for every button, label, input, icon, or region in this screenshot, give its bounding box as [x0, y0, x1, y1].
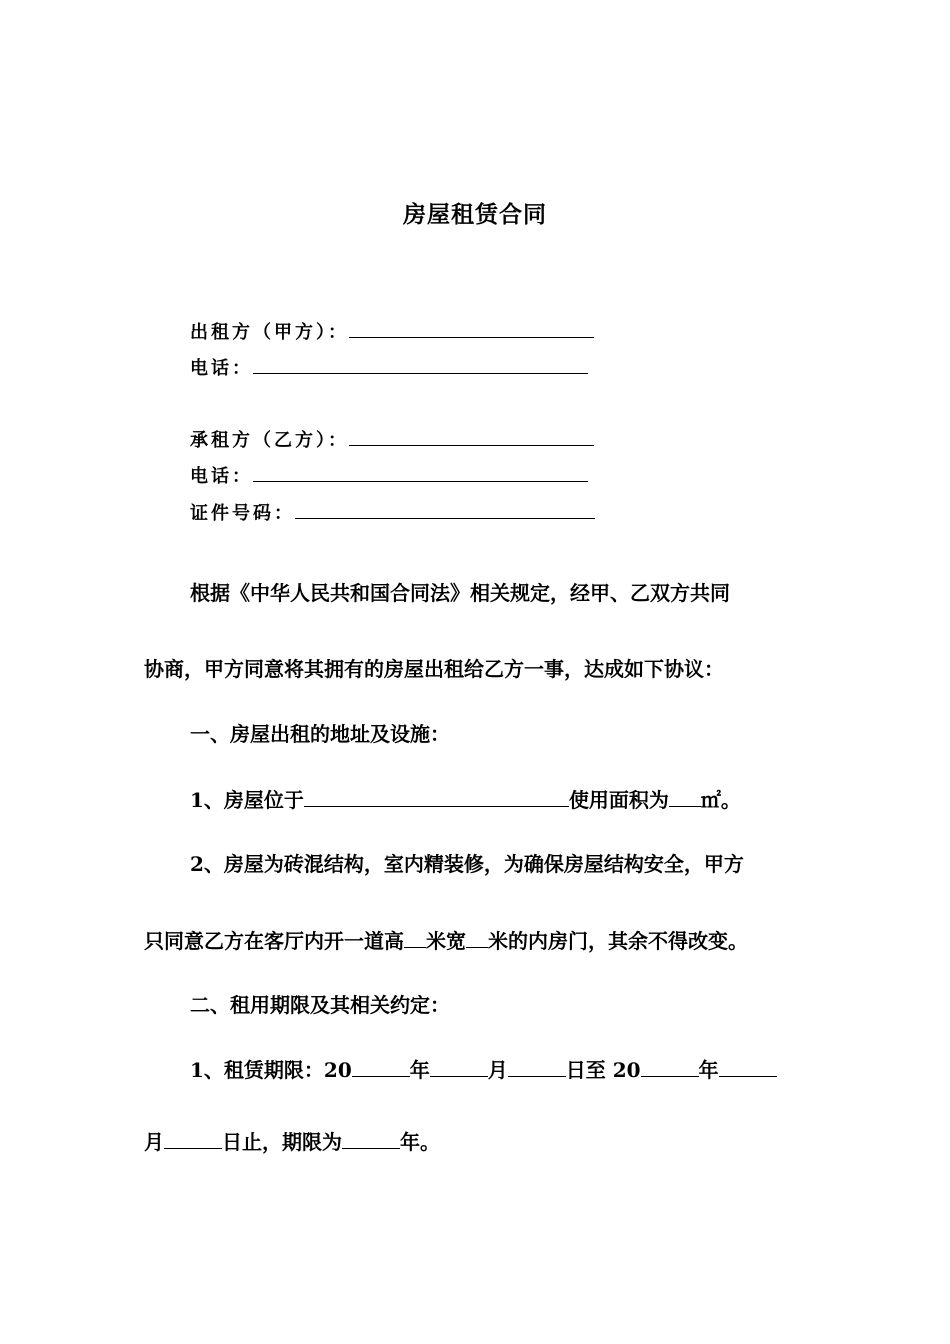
lessee-phone-label: 电话：	[190, 466, 253, 487]
lessee-id-field	[190, 498, 595, 527]
start-year-blank[interactable]	[352, 1054, 410, 1077]
section2-item1-line2	[144, 1126, 440, 1157]
section1-item2-line2	[144, 925, 748, 956]
section2-item1-line1	[190, 1054, 777, 1085]
lessor-field	[190, 317, 594, 346]
term-year2: 年	[698, 1058, 719, 1082]
item2-text-a: 只同意乙方在客厅内开一道高	[144, 929, 404, 953]
area-blank[interactable]	[669, 784, 701, 807]
lessor-blank[interactable]	[349, 317, 594, 338]
lessor-phone-field	[190, 353, 588, 382]
lessor-label: 出租方（甲方）：	[190, 322, 349, 343]
lessee-phone-blank[interactable]	[253, 461, 588, 482]
term-year-end: 年。	[400, 1130, 440, 1154]
item1-suffix: ㎡。	[700, 788, 741, 812]
lessor-phone-blank[interactable]	[253, 353, 588, 374]
document-title: 房屋租赁合同	[403, 201, 547, 228]
lessee-field	[190, 425, 594, 454]
door-width-blank[interactable]	[466, 925, 488, 948]
section2-heading: 二、租用期限及其相关约定：	[190, 993, 450, 1017]
lessee-id-label: 证件号码：	[190, 503, 295, 524]
item2-text-b: 米宽	[426, 929, 466, 953]
term-day-to: 日至 20	[565, 1058, 641, 1082]
end-day-blank[interactable]	[164, 1126, 222, 1149]
lessee-id-blank[interactable]	[295, 498, 595, 519]
end-year-blank[interactable]	[641, 1054, 699, 1077]
term-year1: 年	[409, 1058, 430, 1082]
intro-line-1: 根据《中华人民共和国合同法》相关规定，经甲、乙双方共同	[190, 581, 730, 605]
section1-item1	[190, 784, 741, 815]
section1-item2-line1: 2、房屋为砖混结构，室内精装修，为确保房屋结构安全，甲方	[190, 852, 744, 876]
intro-line-2: 协商，甲方同意将其拥有的房屋出租给乙方一事，达成如下协议：	[144, 657, 724, 681]
lessee-blank[interactable]	[349, 425, 594, 446]
item1-prefix: 1、房屋位于	[190, 788, 304, 812]
term-month1: 月	[487, 1058, 508, 1082]
term-month2: 月	[144, 1130, 164, 1154]
lessor-phone-label: 电话：	[190, 358, 253, 379]
term-years-blank[interactable]	[342, 1126, 400, 1149]
term-prefix: 1、租赁期限：20	[190, 1058, 352, 1082]
item2-text-c: 米的内房门，其余不得改变。	[488, 929, 748, 953]
item1-middle: 使用面积为	[568, 788, 669, 812]
lessee-phone-field	[190, 461, 588, 490]
term-day-end: 日止，期限为	[222, 1130, 342, 1154]
start-month-blank[interactable]	[430, 1054, 488, 1077]
address-blank[interactable]	[304, 784, 569, 807]
door-height-blank[interactable]	[404, 925, 426, 948]
end-month-blank[interactable]	[719, 1054, 777, 1077]
section1-heading: 一、房屋出租的地址及设施：	[190, 722, 450, 746]
start-day-blank[interactable]	[508, 1054, 566, 1077]
lessee-label: 承租方（乙方）：	[190, 430, 349, 451]
